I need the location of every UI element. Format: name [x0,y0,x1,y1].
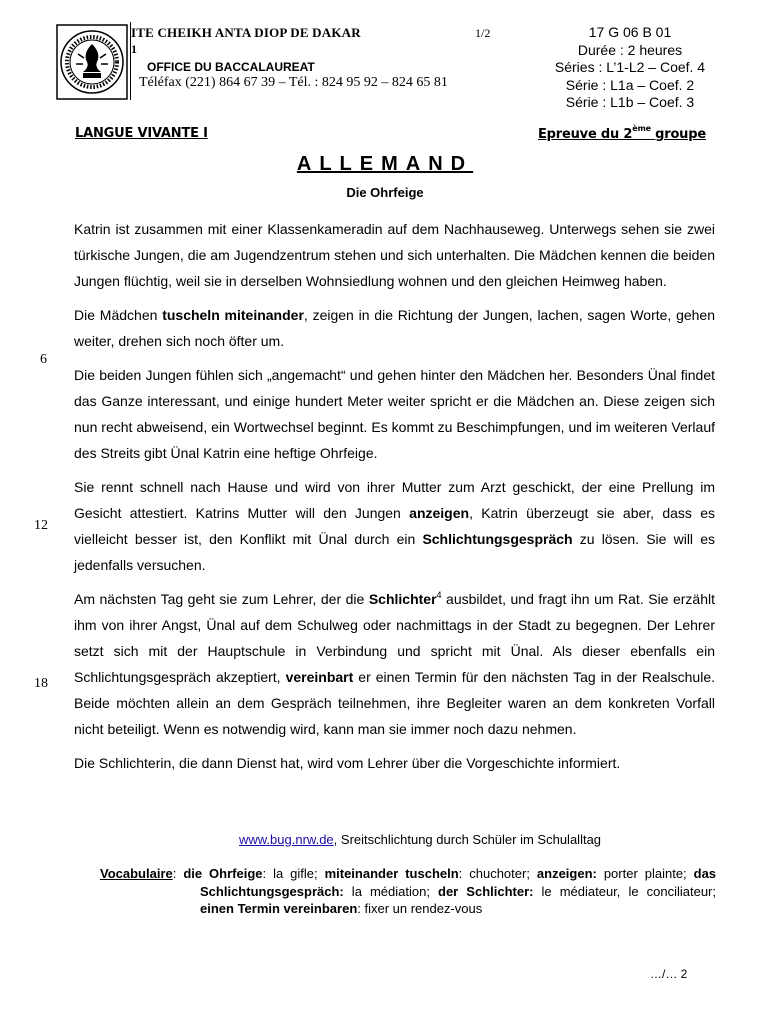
paragraph: Die Schlichterin, die dann Dienst hat, wird vom Lehrer über die Vorgeschichte informiert. [74,755,621,771]
vocab-term: miteinander tuscheln [324,866,459,881]
vocab-term: Schlichter [368,591,437,607]
office-name: OFFICE DU BACCALAUREAT [147,60,315,74]
series-line: Séries : L’1-L2 – Coef. 4 [554,59,706,75]
text-title: Die Ohrfeige [346,185,424,200]
footnote-marker: 4 [436,590,442,600]
vocab-term: das Schlichtungsgespräch: [200,866,717,899]
text-run: : [172,866,184,881]
page-number: 1/2 [475,26,491,40]
exam-duration: Durée : 2 heures [577,41,683,58]
vocab-def: : la gifle; [262,866,325,881]
text-run: Die Mädchen [74,307,163,323]
vocab-term: tuscheln miteinander [162,307,304,323]
continued-marker: …/… 2 [650,967,688,981]
university-seal-logo [56,24,128,100]
line-number: 6 [40,352,47,367]
line-number: 18 [34,676,48,691]
vocab-term: Schlichtungsgespräch [422,531,573,547]
paragraph: Katrin ist zusammen mit einer Klassenkameradin auf dem Nachhauseweg. Unterwegs sehen sie zwei türkische Jungen, die am Jugendzentrum stehen und sich unterhalten. Die Mädchen kennen die beiden Jungen flüchtig, weil sie in derselben Wohnsiedlung wohnen und den gleichen Heimweg haben. [74,221,715,289]
paragraph [74,586,715,742]
reading-text [74,216,715,784]
source-citation [239,832,601,847]
series-line: Série : L1b – Coef. 3 [565,94,695,110]
vocab-term: die Ohrfeige [183,866,263,881]
vocab-def: porter plainte; [596,866,694,881]
page-title: ALLEMAND [296,153,474,175]
vocab-def: : fixer un rendez-vous [357,901,483,916]
vocab-def: la médiation; [343,883,439,899]
university-name: ITE CHEIKH ANTA DIOP DE DAKAR [131,25,361,40]
subject-label: LANGUE VIVANTE I [75,126,208,141]
exam-group-label [538,124,706,142]
vocab-term: einen Termin vereinbaren [200,901,358,916]
text-run: zu lösen. Sie will es jedenfalls versuchen. [74,531,715,573]
paragraph [74,474,715,578]
exam-group-prefix: Epreuve du 2 [538,127,633,142]
paragraph [74,302,715,354]
exam-code: 17 G 06 B 01 [588,24,672,40]
vocab-label: Vocabulaire [100,866,173,881]
vocab-first-line [100,865,716,918]
paragraph: Die beiden Jungen fühlen sich „angemacht“ und gehen hinter den Mädchen her. Besonders Ünal findet das Ganze interessant, und einige hundert Meter weiter spricht er die Mädchen an. Diese zeigen sich nun recht abweisend, ein Wortwechsel beginnt. Es kommt zu Beschimpfungen, und im weiteren Verlauf des Streits gibt Ünal Katrin eine heftige Ohrfeige. [74,367,715,461]
source-description: , Sreitschlichtung durch Schüler im Schulalltag [333,832,602,847]
exam-group-sup: ème [632,124,651,133]
university-name-continued: 1 [131,42,137,56]
exam-info-block [520,24,740,112]
vocab-def: : chuchoter; [458,866,537,881]
text-run: Sie rennt schnell nach Hause und wird von ihrer Mutter zum Arzt geschickt, der eine Prellung im Gesicht attestiert. Katrins Mutter will den Jungen [74,479,715,521]
vocab-term: vereinbart [285,669,354,685]
vocab-term: der Schlichter: [438,883,534,899]
vocab-term: anzeigen [409,505,470,521]
text-run: Am nächsten Tag geht sie zum Lehrer, der die [74,591,369,607]
line-number: 12 [34,518,48,533]
text-run: , Katrin überzeugt sie aber, dass es vielleicht besser ist, den Konflikt mit Ünal durch ein [74,505,716,547]
exam-group-suffix: groupe [650,127,706,142]
series-line: Série : L1a – Coef. 2 [565,76,695,93]
text-run: , zeigen in die Richtung der Jungen, lachen, sagen Worte, gehen weiter, drehen sich noch öfter um. [74,307,716,349]
vocab-term: anzeigen: [536,866,597,881]
text-run: er einen Termin für den nächsten Tag in der Realschule. Beide möchten allein an dem Gespräch teilnehmen, ihre Begleiter waren an dem konkreten Vorfall nicht beteiligt. Wenn es notwendig wird, kann man sie immer noch dazu nehmen. [74,669,715,737]
contact-info: Téléfax (221) 864 67 39 – Tél. : 824 95 92 – 824 65 81 [139,75,448,90]
vocabulary-section [100,865,716,918]
text-run: ausbildet, und fragt ihn um Rat. Sie erzählt ihm von ihrer Angst, Ünal auf dem Schulweg oder nachmittags in der Stadt zu begegnen. Der Lehrer setzt sich mit der Hauptschule in Verbindung und spricht mit Ünal. Als dieser ebenfalls ein Schlichtungsgespräch akzeptiert, [74,591,715,685]
vocab-def: le médiateur, le conciliateur; [533,883,716,899]
source-link[interactable]: www.bug.nrw.de [239,832,334,847]
